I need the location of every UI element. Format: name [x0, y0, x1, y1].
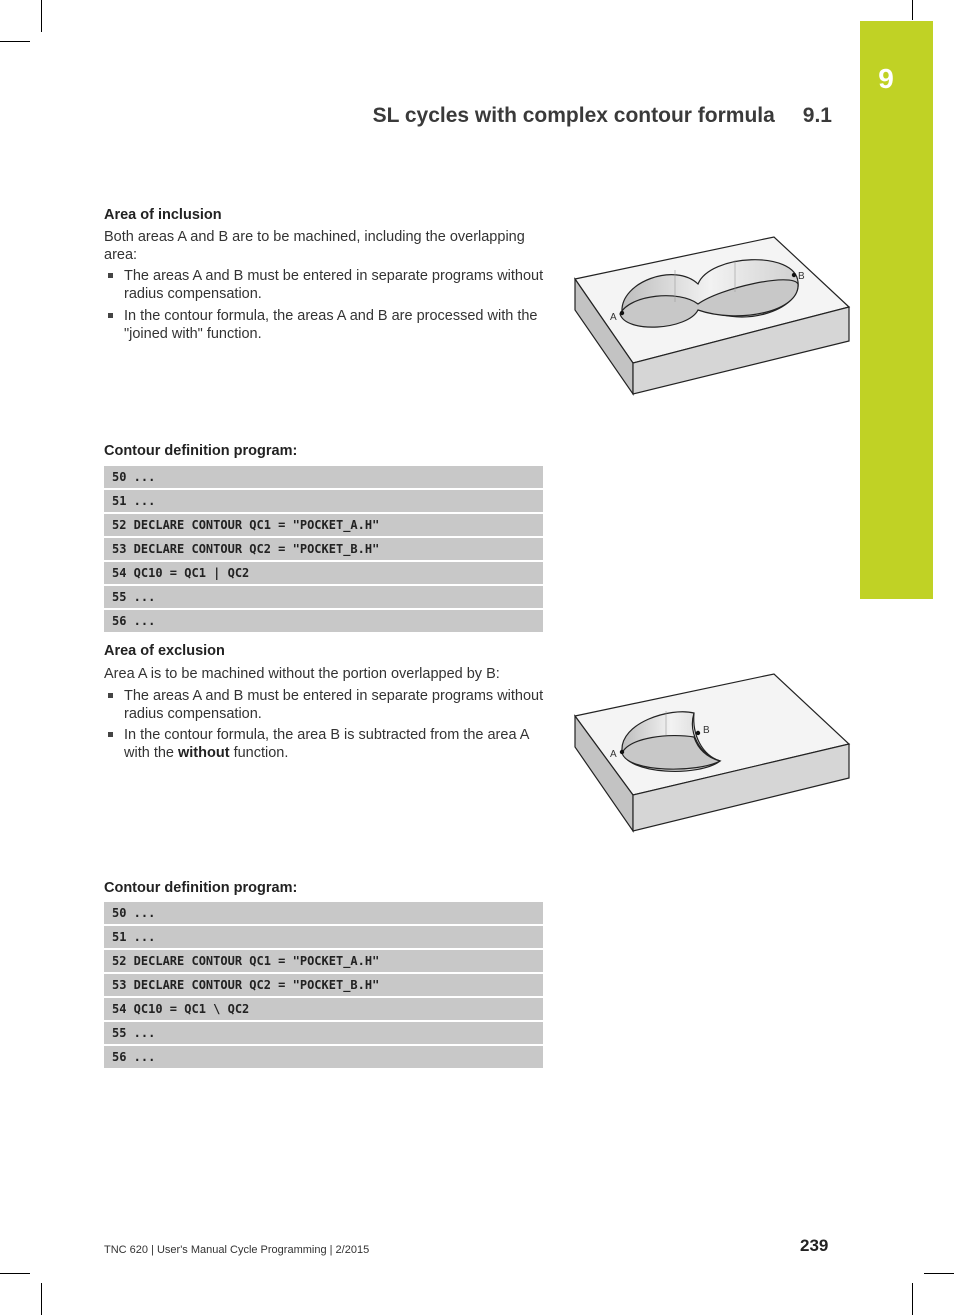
- point-b-marker: [696, 731, 700, 735]
- code-line: 54 QC10 = QC1 | QC2: [104, 562, 543, 584]
- footer-text: TNC 620 | User's Manual Cycle Programming | 2/2015: [104, 1244, 370, 1256]
- bullet-item: [104, 307, 544, 343]
- code-line: 51 ...: [104, 926, 543, 948]
- bullet-text: The areas A and B must be entered in separate programs without radius compensation.: [124, 688, 544, 722]
- page-header: [373, 104, 832, 128]
- crop-mark: [0, 41, 30, 42]
- program-heading-inclusion: Contour definition program:: [104, 443, 298, 459]
- bullet-text: [124, 726, 544, 762]
- crop-mark: [912, 1283, 913, 1315]
- crop-mark: [41, 1283, 42, 1315]
- program-heading-exclusion: Contour definition program:: [104, 880, 298, 896]
- label-b: B: [798, 271, 805, 282]
- intro-exclusion: Area A is to be machined without the portion overlapped by B:: [104, 666, 500, 682]
- code-line: 51 ...: [104, 490, 543, 512]
- bullet-marker: [108, 273, 113, 278]
- bullet-marker: [108, 693, 113, 698]
- bullet-marker: [108, 313, 113, 318]
- code-block-inclusion: [104, 466, 543, 634]
- code-line: 55 ...: [104, 586, 543, 608]
- code-line: 55 ...: [104, 1022, 543, 1044]
- code-block-exclusion: [104, 902, 543, 1070]
- label-b: B: [703, 725, 710, 736]
- code-line: 52 DECLARE CONTOUR QC1 = "POCKET_A.H": [104, 514, 543, 536]
- point-b-marker: [792, 273, 796, 277]
- bullet-text-post: function.: [229, 745, 289, 761]
- bullet-text: The areas A and B must be entered in separate programs without radius compensation.: [124, 268, 544, 302]
- code-line: 52 DECLARE CONTOUR QC1 = "POCKET_A.H": [104, 950, 543, 972]
- figure-inclusion: [570, 232, 854, 398]
- bullet-text-pre: In the contour formula, the area B is subtracted from the area A with the: [124, 727, 529, 761]
- crop-mark: [0, 1273, 30, 1274]
- header-section: 9.1: [802, 104, 832, 127]
- bullet-text: In the contour formula, the areas A and B are processed with the "joined with" function.: [124, 308, 538, 342]
- bullet-item: [104, 267, 544, 303]
- crop-mark: [924, 1273, 954, 1274]
- bullet-marker: [108, 732, 113, 737]
- label-a: A: [610, 312, 617, 323]
- intro-inclusion: Both areas A and B are to be machined, including the overlapping area:: [104, 229, 525, 263]
- code-line: 56 ...: [104, 1046, 543, 1068]
- code-line: 54 QC10 = QC1 \ QC2: [104, 998, 543, 1020]
- code-line: 50 ...: [104, 466, 543, 488]
- chapter-number: 9: [878, 63, 894, 94]
- figure-exclusion: [570, 669, 854, 835]
- bullet-text-keyword: without: [178, 745, 230, 761]
- section-heading-inclusion: Area of inclusion: [104, 207, 222, 223]
- bullet-item: [104, 687, 544, 723]
- label-a: A: [610, 749, 617, 760]
- bullet-item: [104, 726, 544, 762]
- section-heading-exclusion: Area of exclusion: [104, 643, 225, 659]
- code-line: 50 ...: [104, 902, 543, 924]
- header-title: SL cycles with complex contour formula: [372, 104, 775, 127]
- chapter-tab: [860, 21, 933, 599]
- code-line: 56 ...: [104, 610, 543, 632]
- code-line: 53 DECLARE CONTOUR QC2 = "POCKET_B.H": [104, 974, 543, 996]
- point-a-marker: [620, 311, 624, 315]
- code-line: 53 DECLARE CONTOUR QC2 = "POCKET_B.H": [104, 538, 543, 560]
- point-a-marker: [620, 750, 624, 754]
- crop-mark: [912, 0, 913, 20]
- page-number: 239: [800, 1236, 829, 1255]
- crop-mark: [41, 0, 42, 32]
